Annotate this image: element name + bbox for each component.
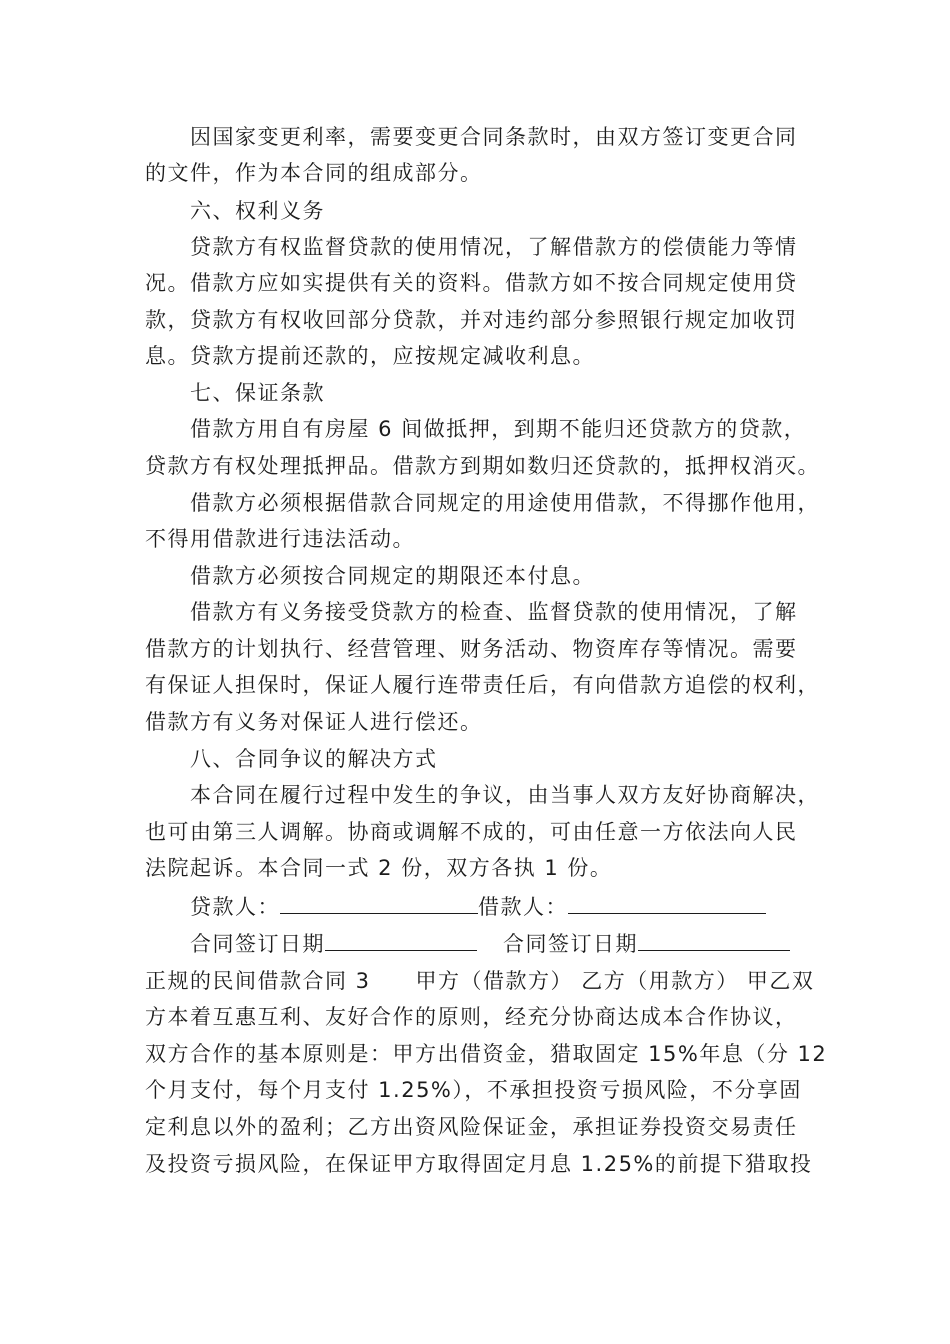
paragraph-line: 借款方必须根据借款合同规定的用途使用借款，不得挪作他用， (190, 491, 820, 515)
paragraph-line: 方本着互惠互利、友好合作的原则，经充分协商达成本合作协议， (145, 1005, 798, 1029)
paragraph-line: 款，贷款方有权收回部分贷款，并对违约部分参照银行规定加收罚 (145, 308, 798, 332)
signature-row-dates (190, 929, 790, 959)
paragraph-line: 借款方的计划执行、经营管理、财务活动、物资库存等情况。需要 (145, 637, 798, 661)
borrower-label: 借款人： (478, 895, 568, 919)
borrower-date-blank (638, 929, 790, 951)
paragraph-line: 本合同在履行过程中发生的争议，由当事人双方友好协商解决， (190, 783, 820, 807)
paragraph-line: 况。借款方应如实提供有关的资料。借款方如不按合同规定使用贷 (145, 271, 798, 295)
paragraph-line: 有保证人担保时，保证人履行连带责任后，有向借款方追偿的权利， (145, 673, 820, 697)
paragraph-line: 的文件，作为本合同的组成部分。 (145, 161, 483, 185)
paragraph-line: 借款方用自有房屋 6 间做抵押，到期不能归还贷款方的贷款， (190, 417, 807, 441)
paragraph-line: 定利息以外的盈利；乙方出资风险保证金，承担证券投资交易责任 (145, 1115, 798, 1139)
date-label-lender: 合同签订日期 (190, 932, 325, 956)
paragraph-line: 不得用借款进行违法活动。 (145, 527, 415, 551)
paragraph-line: 法院起诉。本合同一式 2 份，双方各执 1 份。 (145, 856, 613, 880)
paragraph-line: 个月支付，每个月支付 1.25%），不承担投资亏损风险，不分享固 (145, 1078, 802, 1102)
paragraph-line: 正规的民间借款合同 3 甲方（借款方） 乙方（用款方） 甲乙双 (145, 969, 815, 993)
lender-label: 贷款人： (190, 895, 280, 919)
paragraph-line: 因国家变更利率，需要变更合同条款时，由双方签订变更合同 (190, 125, 798, 149)
paragraph-line: 贷款方有权处理抵押品。借款方到期如数归还贷款的，抵押权消灭。 (145, 454, 820, 478)
section-heading-dispute: 八、合同争议的解决方式 (190, 747, 438, 771)
lender-signature-blank (280, 892, 478, 914)
date-label-borrower: 合同签订日期 (503, 932, 638, 956)
paragraph-line: 也可由第三人调解。协商或调解不成的，可由任意一方依法向人民 (145, 820, 798, 844)
paragraph-line: 息。贷款方提前还款的，应按规定减收利息。 (145, 344, 595, 368)
paragraph-line: 双方合作的基本原则是：甲方出借资金，猎取固定 15%年息（分 12 (145, 1042, 828, 1066)
paragraph-line: 借款方有义务接受贷款方的检查、监督贷款的使用情况，了解 (190, 600, 798, 624)
section-heading-rights: 六、权利义务 (190, 199, 325, 223)
paragraph-line: 借款方有义务对保证人进行偿还。 (145, 710, 483, 734)
section-heading-guarantee: 七、保证条款 (190, 381, 325, 405)
borrower-signature-blank (568, 892, 766, 914)
lender-date-blank (325, 929, 477, 951)
signature-row-parties (190, 892, 766, 922)
paragraph-line: 借款方必须按合同规定的期限还本付息。 (190, 564, 595, 588)
paragraph-line: 贷款方有权监督贷款的使用情况，了解借款方的偿债能力等情 (190, 235, 798, 259)
paragraph-line: 及投资亏损风险，在保证甲方取得固定月息 1.25%的前提下猎取投 (145, 1152, 813, 1176)
